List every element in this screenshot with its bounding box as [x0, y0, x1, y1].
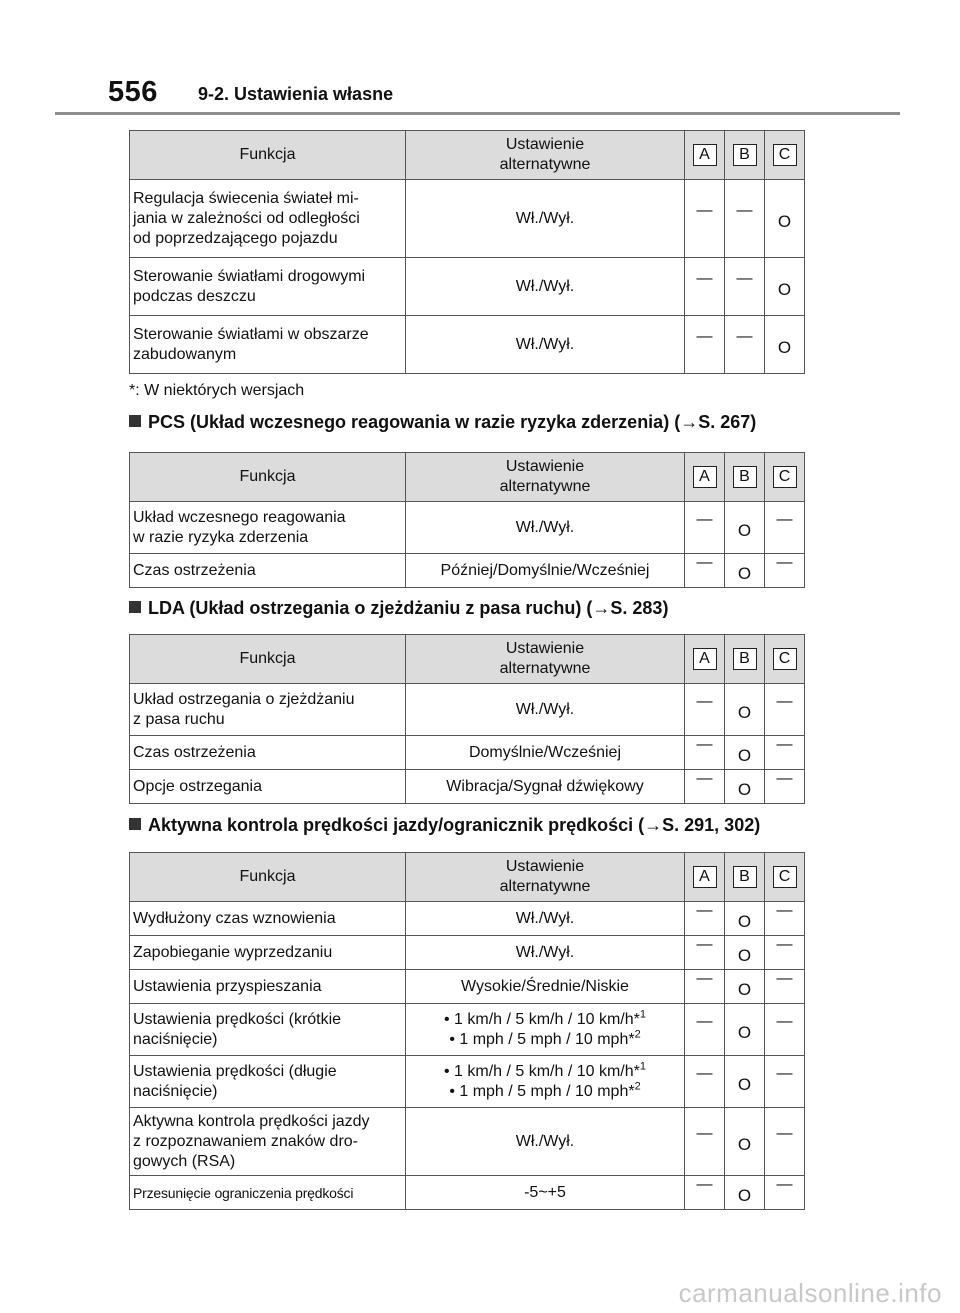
table-header-row: [130, 635, 805, 684]
header-col-c: C: [765, 635, 805, 684]
mark-c: —: [765, 1108, 805, 1176]
footnote: *: W niektórych wersjach: [129, 382, 305, 399]
mark-b: O: [725, 554, 765, 588]
table-row: [130, 1176, 805, 1210]
function-name: Ustawienia prędkości (długie naciśnięcie): [130, 1056, 406, 1108]
arrow-icon: →: [680, 412, 699, 432]
header-function: Funkcja: [130, 131, 406, 180]
header-col-a: A: [685, 635, 725, 684]
mark-c: —: [765, 1056, 805, 1108]
mark-c: —: [765, 936, 805, 970]
alternative-setting: Wł./Wył.: [406, 1108, 685, 1176]
mark-b: O: [725, 970, 765, 1004]
function-name: Przesunięcie ograniczenia prędkości: [130, 1176, 406, 1210]
alternative-setting: Wł./Wył.: [406, 502, 685, 554]
header-alternative: Ustawienie alternatywne: [406, 453, 685, 502]
header-col-b: B: [725, 635, 765, 684]
header-function: Funkcja: [130, 853, 406, 902]
section-heading-pcs: PCS (Układ wczesnego reagowania w razie ryzyka zderzenia) (→S. 267): [129, 412, 756, 433]
alternative-setting: Później/Domyślnie/Wcześniej: [406, 554, 685, 588]
mark-b: O: [725, 502, 765, 554]
table-row: [130, 684, 805, 736]
mark-c: O: [765, 316, 805, 374]
mark-b: O: [725, 902, 765, 936]
table-row: [130, 1004, 805, 1056]
mark-a: —: [685, 316, 725, 374]
function-name: Czas ostrzeżenia: [130, 736, 406, 770]
header-function: Funkcja: [130, 453, 406, 502]
mark-c: —: [765, 970, 805, 1004]
mark-a: —: [685, 180, 725, 258]
function-name: Aktywna kontrola prędkości jazdy z rozpoznawaniem znaków dro- gowych (RSA): [130, 1108, 406, 1176]
mark-c: —: [765, 1176, 805, 1210]
function-name: Wydłużony czas wznowienia: [130, 902, 406, 936]
settings-table-lights: [129, 130, 805, 374]
mark-b: O: [725, 736, 765, 770]
mark-b: O: [725, 1108, 765, 1176]
table-row: [130, 554, 805, 588]
watermark: carmanualsonline.info: [678, 1278, 942, 1308]
mark-c: O: [765, 258, 805, 316]
settings-table-lda: [129, 634, 805, 804]
alternative-setting: Wł./Wył.: [406, 180, 685, 258]
alternative-setting: Wibracja/Sygnał dźwiękowy: [406, 770, 685, 804]
alternative-setting: Wł./Wył.: [406, 936, 685, 970]
header-function: Funkcja: [130, 635, 406, 684]
header-col-a: A: [685, 131, 725, 180]
header-col-b: B: [725, 453, 765, 502]
mark-b: —: [725, 258, 765, 316]
table-row: [130, 770, 805, 804]
function-name: Opcje ostrzegania: [130, 770, 406, 804]
alternative-setting: • 1 km/h / 5 km/h / 10 km/h*$^1$ • 1 mph / 5 mph / 10 mph*$^2$: [406, 1004, 685, 1056]
mark-c: —: [765, 736, 805, 770]
mark-b: O: [725, 684, 765, 736]
function-name: Czas ostrzeżenia: [130, 554, 406, 588]
header-col-b: B: [725, 853, 765, 902]
mark-a: —: [685, 736, 725, 770]
mark-b: O: [725, 1004, 765, 1056]
square-bullet-icon: [129, 601, 141, 613]
alternative-setting: Wł./Wył.: [406, 684, 685, 736]
mark-b: O: [725, 1176, 765, 1210]
section-heading-lda: LDA (Układ ostrzegania o zjeżdżaniu z pasa ruchu) (→S. 283): [129, 598, 668, 619]
mark-a: —: [685, 1108, 725, 1176]
mark-b: —: [725, 316, 765, 374]
function-name: Układ wczesnego reagowania w razie ryzyka zderzenia: [130, 502, 406, 554]
mark-a: —: [685, 502, 725, 554]
alternative-setting: -5~+5: [406, 1176, 685, 1210]
alternative-setting: Wł./Wył.: [406, 316, 685, 374]
header-col-a: A: [685, 453, 725, 502]
mark-b: —: [725, 180, 765, 258]
mark-b: O: [725, 770, 765, 804]
mark-a: —: [685, 902, 725, 936]
mark-b: O: [725, 936, 765, 970]
mark-c: —: [765, 502, 805, 554]
square-bullet-icon: [129, 415, 141, 427]
section-heading-acc: Aktywna kontrola prędkości jazdy/ogranicznik prędkości (→S. 291, 302): [129, 815, 760, 836]
mark-a: —: [685, 970, 725, 1004]
table-row: [130, 180, 805, 258]
table-row: [130, 936, 805, 970]
mark-a: —: [685, 258, 725, 316]
mark-c: —: [765, 902, 805, 936]
function-name: Układ ostrzegania o zjeżdżaniu z pasa ruchu: [130, 684, 406, 736]
mark-c: O: [765, 180, 805, 258]
function-name: Zapobieganie wyprzedzaniu: [130, 936, 406, 970]
table-row: [130, 1056, 805, 1108]
function-name: Ustawienia prędkości (krótkie naciśnięcie): [130, 1004, 406, 1056]
mark-a: —: [685, 1176, 725, 1210]
mark-c: —: [765, 1004, 805, 1056]
table-header-row: [130, 453, 805, 502]
settings-table-pcs: [129, 452, 805, 588]
table-row: [130, 902, 805, 936]
function-name: Sterowanie światłami drogowymi podczas deszczu: [130, 258, 406, 316]
mark-a: —: [685, 770, 725, 804]
alternative-setting: Domyślnie/Wcześniej: [406, 736, 685, 770]
header-col-c: C: [765, 853, 805, 902]
function-name: Ustawienia przyspieszania: [130, 970, 406, 1004]
header-col-c: C: [765, 131, 805, 180]
mark-c: —: [765, 770, 805, 804]
alternative-setting: • 1 km/h / 5 km/h / 10 km/h*$^1$ • 1 mph / 5 mph / 10 mph*$^2$: [406, 1056, 685, 1108]
mark-a: —: [685, 1056, 725, 1108]
table-row: [130, 736, 805, 770]
table-row: [130, 502, 805, 554]
mark-a: —: [685, 684, 725, 736]
alternative-setting: Wysokie/Średnie/Niskie: [406, 970, 685, 1004]
mark-c: —: [765, 554, 805, 588]
alternative-setting: Wł./Wył.: [406, 902, 685, 936]
table-row: [130, 970, 805, 1004]
square-bullet-icon: [129, 818, 141, 830]
function-name: Regulacja świecenia świateł mi- jania w zależności od odległości od poprzedzającego pojazdu: [130, 180, 406, 258]
table-row: [130, 258, 805, 316]
header-col-a: A: [685, 853, 725, 902]
table-header-row: [130, 131, 805, 180]
header-divider: [55, 112, 900, 115]
arrow-icon: →: [592, 598, 611, 618]
section-title: 9-2. Ustawienia własne: [198, 84, 394, 104]
header-alternative: Ustawienie alternatywne: [406, 853, 685, 902]
mark-b: O: [725, 1056, 765, 1108]
header-alternative: Ustawienie alternatywne: [406, 131, 685, 180]
arrow-icon: →: [644, 815, 663, 835]
mark-a: —: [685, 936, 725, 970]
table-row: [130, 316, 805, 374]
page-header: [0, 0, 960, 120]
mark-a: —: [685, 554, 725, 588]
function-name: Sterowanie światłami w obszarze zabudowanym: [130, 316, 406, 374]
page-number: 556: [108, 76, 158, 108]
header-alternative: Ustawienie alternatywne: [406, 635, 685, 684]
header-col-c: C: [765, 453, 805, 502]
header-col-b: B: [725, 131, 765, 180]
mark-a: —: [685, 1004, 725, 1056]
settings-table-acc: [129, 852, 805, 1210]
mark-c: —: [765, 684, 805, 736]
table-row: [130, 1108, 805, 1176]
alternative-setting: Wł./Wył.: [406, 258, 685, 316]
table-header-row: [130, 853, 805, 902]
